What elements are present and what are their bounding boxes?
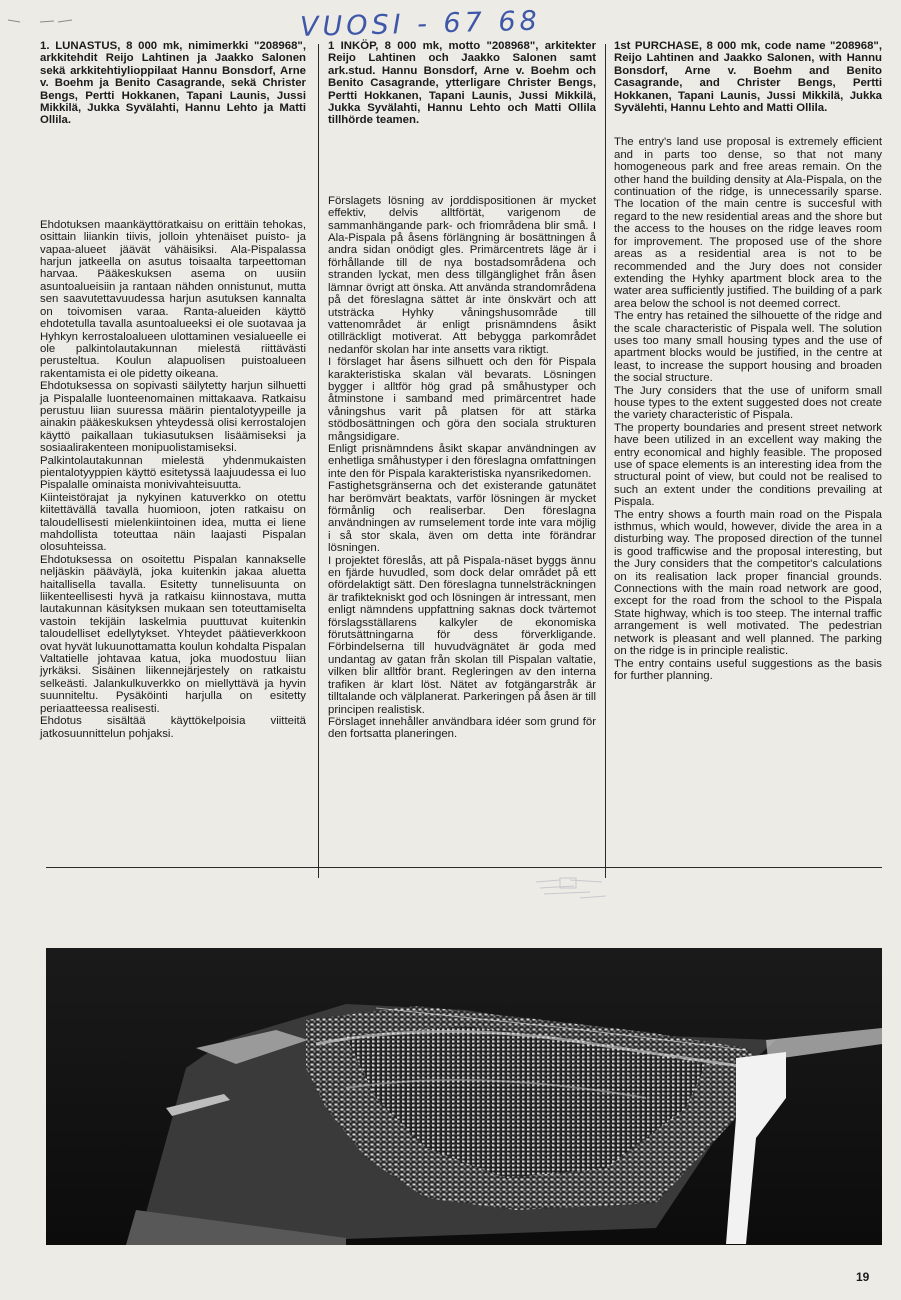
english-body xyxy=(614,136,882,682)
english-paragraph: The Jury considers that the use of uniform small house types to the extent suggested does not create the variety characteristic of Pispala. xyxy=(614,384,882,422)
english-paragraph: The entry contains useful suggestions as the basis for further planning. xyxy=(614,657,882,682)
column-divider xyxy=(605,44,606,878)
swedish-column xyxy=(328,40,596,741)
finnish-paragraph: Ehdotuksessa on osoitettu Pispalan kannakselle neljäskin pääväylä, joka kuitenkin jakaa aluetta haitallisella tavalla. Esitetty tunnelisuunta on liikenteellisesti hyvä ja ratkaisu kiinnostava, mutta lautakunnan käsityksen mukaan sen toteuttamiselta vastoin tekijäin laskelmia puuttuvat kuitenkin taloudelliset edellytykset. Yhteydet päätieverkkoon ovat hyvät lukuunottamatta koulun kohdalta Pispalan Valtatielle johtavaa katua, joka muodostuu liian jyrkäksi. Sisäinen liikennejärjestely on ratkaistu selkeästi. Jalankulkuverkko on miellyttävä ja hyvin suunniteltu. Pysäköinti harjulla on esitetty periaatteessa realisesti. xyxy=(40,553,306,715)
finnish-heading: 1. LUNASTUS, 8 000 mk, nimimerkki "208968", arkkitehdit Reijo Lahtinen ja Jaakko Salonen sekä arkkitehtiylioppilaat Hannu Bonsdorf, Arne v. Boehm ja Benito Casagrande, sekä Christer Bengs, Pertti Hokkanen, Tapani Launis, Jussi Mikkilä, Jukka Syvälahti, Hannu Lehto ja Matti Ollila. xyxy=(40,40,306,127)
swedish-paragraph: Förslaget innehåller användbara idéer som grund för den fortsatta planeringen. xyxy=(328,715,596,741)
swedish-heading: 1 INKÖP, 8 000 mk, motto "208968", arkitekter Reijo Lahtinen och Jaakko Salonen samt ark.stud. Hannu Bonsdorf, Arne v. Boehm och Benito Casagrande, ytterligare Christer Bengs, Pertti Hokkanen, Tapani Launis, Jussi Mikkilä, Jukka Syvälahti, Hannu Lehto och Matti Ollila tillhörde teamen. xyxy=(328,40,596,127)
finnish-paragraph: Palkintolautakunnan mielestä yhdenmukaisten pientalotyyppien käyttö esitetyssä laajuudessa ei luo Pispalalle ominaista monivivahteisuutta. xyxy=(40,454,306,492)
swedish-paragraph: Fastighetsgränserna och det existerande gatunätet har berömvärt beaktats, varför lösningen är mycket förmånlig och realiserbar. Den föreslagna användningen av rumselement torde inte vara möjlig i så stor skala, även om detta inte förändrar lösningen. xyxy=(328,480,596,555)
handwritten-note: VUOSI - 67 68 xyxy=(299,5,542,43)
corner-pencil-mark xyxy=(6,16,76,26)
section-divider xyxy=(46,867,882,868)
english-heading: 1st PURCHASE, 8 000 mk, code name "208968", Reijo Lahtinen and Jaakko Salonen, with Hannu Bonsdorf, Arne v. Boehm and Benito Casagrande, and Christer Bengs, Pertti Hokkanen, Tapani Launis, Jussi Mikkilä, Jukka Syvälehti, Hannu Lehto and Matti Ollila. xyxy=(614,40,882,115)
english-paragraph: The entry shows a fourth main road on the Pispala isthmus, which would, however, divide the area in a disturbing way. The proposed direction of the tunnel is good trafficwise and the proposal interesting, but the Jury considers that the competitor's calculations on its realisation lack proper financial grounds. Connections with the main road network are good, except for the road from the school to the Pispala State highway, which is too steep. The internal traffic arrangement is well motivated. The pedestrian network is pleasant and well planned. The parking on the ridge is in principle realistic. xyxy=(614,508,882,658)
faint-stamp-mark xyxy=(530,874,610,904)
swedish-paragraph: Enligt prisnämndens åsikt skapar användningen av enhetliga småhustyper i den föreslagna omfattningen inte den för Pispala karakteristiska nyansrikedomen. xyxy=(328,442,596,480)
english-paragraph: The entry's land use proposal is extremely efficient and in parts too dense, so that not many homogeneous park and free areas remain. On the other hand the building density at Ala-Pispala, on the continuation of the ridge, is unnecessarily sparse. The location of the main centre is succesful with regard to the new residential areas and the shore but the access to the houses on the ridge leaves room for improvement. The proposed use of the shore areas as a residential area is not to be recommended and the Jury does not consider extending the Hyhky apartment block area to the water area sufficiently justified. The building of a park area below the school is not deemed correct. xyxy=(614,136,882,310)
finnish-body xyxy=(40,219,306,740)
model-photograph xyxy=(46,948,882,1245)
swedish-paragraph: I förslaget har åsens silhuett och den för Pispala karakteristiska skalan väl bevarats. Lösningen bygger i alltför hög grad på småhustyper och åtminstone i samband med primärcentret hade våningshus varit på platsen för att stärka stödbosättningen och göra den sociala strukturen mångsidigare. xyxy=(328,356,596,443)
finnish-column xyxy=(40,40,306,740)
model-photograph-image xyxy=(46,948,882,1245)
finnish-paragraph: Ehdotus sisältää käyttökelpoisia viitteitä jatkosuunnittelun pohjaksi. xyxy=(40,715,306,740)
finnish-paragraph: Kiinteistörajat ja nykyinen katuverkko on otettu kiitettävällä tavalla huomioon, joten ratkaisu on taloudellisesti mielenkiintoinen idea, mutta ei liene mahdollista toteuttaa näin laajasti Pispalan olosuhteissa. xyxy=(40,491,306,554)
swedish-paragraph: I projektet föreslås, att på Pispala-näset byggs ännu en fjärde huvudled, som dock delar området på ett ofördelaktigt sätt. Den föreslagna tunnelsträckningen är trafiktekniskt god och lösningen är intressant, men enligt nämndens uppfattning saknas dock tvärtemot förslagsställarens kalkyler de ekonomiska förutsättningarna för dess förverkligande. Förbindelserna till huvudvägnätet är goda med undantag av gatan från skolan till Pispalan valtatie, vilken blir alltför brant. Regleringen av den interna trafiken är klart löst. Nätet av fotgängarstråk är tilltalande och välplanerat. Parkeringen på åsen är till principen realistisk. xyxy=(328,554,596,716)
finnish-paragraph: Ehdotuksen maankäyttöratkaisu on erittäin tehokas, osittain liiankin tiivis, jolloin yhtenäiset puisto- ja vapaa-alueet jäävät vähäisiksi. Ala-Pispalassa harjun jatkeella on asutus toisaalta tarpeettoman harvaa. Pääkeskuksen asema on uusiin asuntoalueisiin ja rantaan nähden onnistunut, mutta sen saavutettavuudessa harjun asutuksen kannalta on toivomisen varaa. Ranta-alueiden käyttö ehdotetulla tavalla asuntoalueeksi ei ole suotavaa ja Hyhkyn kerrostaloalueen ulottaminen vesialueelle ei ole palkintolautakunnan mielestä riittävästi perusteltua. Koulun alapuolisen puistoalueen rakentamista ei ole pidetty oikeana. xyxy=(40,218,306,380)
swedish-paragraph: Förslagets lösning av jorddispositionen är mycket effektiv, delvis alltförtät, varigenom de sammanhängande park- och friområdena blir små. I Ala-Pispala på åsens förlängning är bosättningen å andra sidan onödigt gles. Primärcentrets läge är i förhållande till de nya bostadsområdena och stranden lyckat, men dess tillgänglighet från åsen lämnar övrigt att önska. Att använda strandområdena på det föreslagna sättet är inte önskvärt och att utsträcka Hyhky våningshusområde till vattenområdet är enligt prisnämndens åsikt otillräckligt motiverat. Att bebygga parkområdet nedanför skolan har inte ansetts vara riktigt. xyxy=(328,194,596,356)
page-number: 19 xyxy=(856,1270,870,1284)
swedish-body xyxy=(328,195,596,741)
english-paragraph: The entry has retained the silhouette of the ridge and the scale characteristic of Pispala well. The solution uses too many small housing types and the use of apartment blocks would be justified, in the centre at least, to increase the support housing and broaden the social structure. xyxy=(614,310,882,385)
english-column xyxy=(614,40,882,682)
english-paragraph: The property boundaries and present street network have been utilized in an excellent way making the entry economical and highly feasible. The proposed use of space elements is an interesting idea from the structural point of view, but could not be realised to such an extent under the conditions prevailing at Pispala. xyxy=(614,421,882,509)
column-divider xyxy=(318,44,319,878)
finnish-paragraph: Ehdotuksessa on sopivasti säilytetty harjun silhuetti ja Pispalalle luonteenomainen mittakaava. Ratkaisu perustuu liian suuressa määrin pientalotyypeille ja ainakin pääkeskuksen yhteydessä olisi kerrostalojen käyttö paikallaan tukiasutuksen lisäämiseksi ja sosiaalirakenteen monipuolistamiseksi. xyxy=(40,380,306,455)
